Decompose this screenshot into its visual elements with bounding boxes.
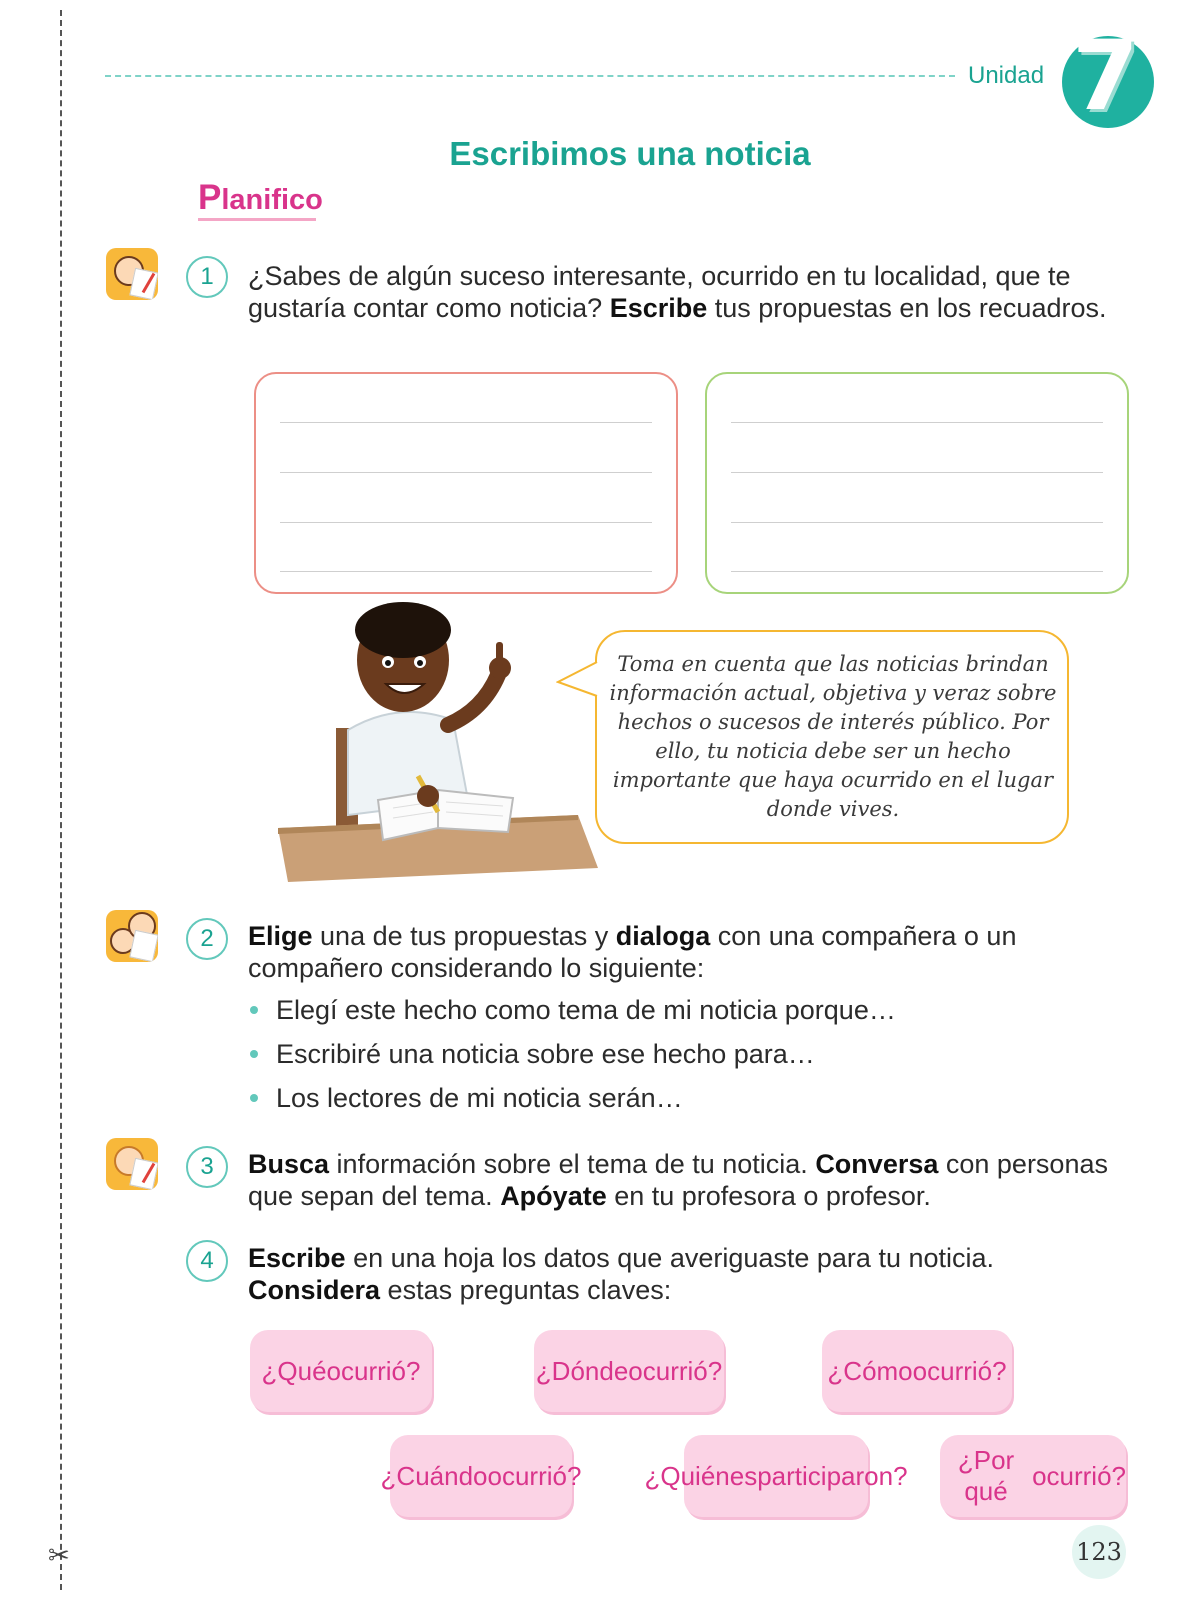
proposal-box-2[interactable] xyxy=(705,372,1129,594)
proposal-box-1[interactable] xyxy=(254,372,678,594)
speech-bubble-tail xyxy=(556,660,600,700)
boy-writing-illustration xyxy=(278,600,598,890)
keyword: Apóyate xyxy=(500,1181,607,1211)
cut-line xyxy=(60,10,62,1590)
question-chip: ¿Dónde ocurrió? xyxy=(534,1330,724,1412)
unit-label: Unidad xyxy=(968,62,1045,89)
scissors-icon: ✂ xyxy=(48,1540,70,1570)
question-chip: ¿Qué ocurrió? xyxy=(250,1330,432,1412)
list-item: Los lectores de mi noticia serán… xyxy=(250,1076,896,1120)
list-item: Elegí este hecho como tema de mi noticia porque… xyxy=(250,988,896,1032)
tip-text: Toma en cuenta que las noticias brindan información actual, objetiva y veraz sobre hechos o sucesos de interés público. Por ello, tu noticia debe ser un hecho importante que haya ocurrido en el lugar donde vives. xyxy=(609,652,1057,821)
keyword: Elige xyxy=(248,921,313,951)
question-chip: ¿Quiénes participaron? xyxy=(684,1435,868,1517)
student-writing-icon xyxy=(106,248,158,300)
activity-number: 1 xyxy=(186,256,228,298)
list-item: Escribiré una noticia sobre ese hecho para… xyxy=(250,1032,896,1076)
keyword: Escribe xyxy=(609,293,708,323)
section-underline xyxy=(198,218,316,221)
teacher-support-icon xyxy=(106,1138,158,1190)
question-chip: ¿Cuándo ocurrió? xyxy=(390,1435,572,1517)
section-title-initial: P xyxy=(198,178,222,217)
bullet-icon xyxy=(250,1094,258,1102)
keyword: Escribe xyxy=(248,1243,346,1273)
activity-2-text: Elige una de tus propuestas y dialoga con una compañera o un compañero considerando lo siguiente: xyxy=(248,921,1017,983)
activity-4-text: Escribe en una hoja los datos que averiguaste para tu noticia. Considera estas preguntas claves: xyxy=(248,1243,995,1305)
keyword: dialoga xyxy=(615,921,711,951)
activity-3-text: Busca información sobre el tema de tu noticia. Conversa con personas que sepan del tema. Apóyate en tu profesora o profesor. xyxy=(248,1149,1108,1211)
considerations-list xyxy=(250,988,896,1120)
page-title: Escribimos una noticia xyxy=(449,135,811,172)
bullet-icon xyxy=(250,1006,258,1014)
activity-number: 2 xyxy=(186,918,228,960)
activity-1-text: ¿Sabes de algún suceso interesante, ocurrido en tu localidad, que te gustaría contar como noticia? Escribe tus propuestas en los recuadros. xyxy=(248,261,1107,323)
pair-dialogue-icon xyxy=(106,910,158,962)
question-chip: ¿Cómo ocurrió? xyxy=(822,1330,1012,1412)
header-divider xyxy=(105,75,955,77)
activity-number: 4 xyxy=(186,1240,228,1282)
keyword: Considera xyxy=(248,1275,381,1305)
section-title-rest: lanifico xyxy=(221,184,323,216)
unit-number: 7 xyxy=(1072,20,1139,132)
keyword: Busca xyxy=(248,1149,330,1179)
page-number: 123 xyxy=(1072,1525,1126,1579)
question-chip: ¿Por qué ocurrió? xyxy=(940,1435,1126,1517)
activity-number: 3 xyxy=(186,1146,228,1188)
keyword: Conversa xyxy=(815,1149,939,1179)
bullet-icon xyxy=(250,1050,258,1058)
section-title xyxy=(198,178,323,218)
